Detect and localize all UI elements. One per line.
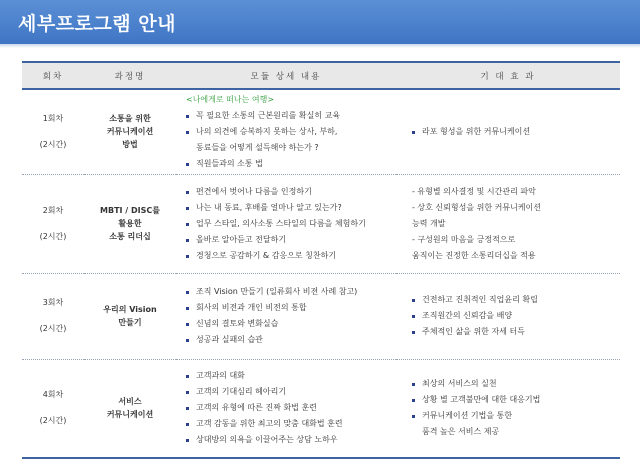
course-name-cell <box>84 89 176 174</box>
course-name-cell <box>84 273 176 359</box>
expected-effect-item: - 유형별 의사결정 및 시간관리 파악 <box>412 186 536 196</box>
module-detail-item: 올바로 알아듣고 전달하기 <box>186 232 396 248</box>
session-cell <box>22 359 84 458</box>
expected-effect-item: 상황 별 고객불만에 대한 대응기법 <box>412 392 620 408</box>
session-duration: (2시간) <box>39 231 67 241</box>
course-name-line: 방법 <box>122 140 138 150</box>
expected-effect-cell <box>396 89 620 174</box>
expected-effect-item: 건전하고 진취적인 직업윤리 확립 <box>412 292 620 308</box>
module-details-cell <box>176 89 396 174</box>
module-detail-item: 회사의 비전과 개인 비전의 통합 <box>186 300 396 316</box>
expected-effect-item: - 상호 신뢰형성을 위한 커뮤니케이션 <box>412 202 541 212</box>
table-row <box>22 174 620 273</box>
session-duration: (2시간) <box>39 324 67 333</box>
expected-effect-item: 주체적인 삶을 위한 자세 터득 <box>412 324 620 340</box>
expected-effect-cell <box>396 359 620 458</box>
module-detail-item: 신념의 결토와 변화실습 <box>186 316 396 332</box>
course-name-line: MBTI / DISC를 <box>100 206 160 215</box>
expected-effect-cell <box>396 273 620 359</box>
module-detail-item: 편견에서 벗어나 다름을 인정하기 <box>186 184 396 200</box>
module-detail-item: 직원들과의 소통 법 <box>186 156 396 172</box>
module-detail-item: 꼭 필요한 소통의 근본원리를 확실히 교육 <box>186 108 396 124</box>
module-detail-item: 고객의 유형에 따른 진짜 화법 훈련 <box>186 400 396 416</box>
session-number: 4회차 <box>42 390 64 400</box>
table-row <box>22 273 620 359</box>
module-detail-item: 나는 내 동료, 후배를 얼마나 알고 있는가? <box>186 200 396 216</box>
expected-effect-cell <box>396 174 620 273</box>
module-detail-item: 동료들을 어떻게 설득해야 하는가 ? <box>196 142 319 152</box>
module-detail-item: 업무 스타일, 의사소통 스타일의 다름을 체험하기 <box>186 216 396 232</box>
course-name-cell <box>84 174 176 273</box>
expected-effect-item: 품격 높은 서비스 제공 <box>422 427 500 437</box>
course-name-line: 커뮤니케이션 <box>106 127 154 137</box>
module-details-cell <box>176 359 396 458</box>
module-detail-item: 상대방의 의욕을 이끌어주는 상담 노하우 <box>186 432 396 448</box>
table-header-row <box>22 62 620 89</box>
session-duration: (2시간) <box>39 139 67 149</box>
session-duration: (2시간) <box>39 416 67 426</box>
title-divider <box>0 44 640 48</box>
course-name-line: 활용한 <box>118 219 142 228</box>
course-name-line: 소통 리더십 <box>109 232 151 241</box>
expected-effect-item: 라포 형성을 위한 커뮤니케이션 <box>412 124 620 140</box>
session-cell <box>22 273 84 359</box>
expected-effect-item: 커뮤니케이션 기법을 통한 <box>412 408 620 424</box>
module-details-cell <box>176 174 396 273</box>
course-name-line: 만들기 <box>118 318 142 327</box>
module-detail-item: 고객과의 대화 <box>186 368 396 384</box>
table-row <box>22 89 620 174</box>
header-session: 회차 <box>22 62 84 89</box>
title-bar <box>0 0 640 44</box>
session-cell <box>22 89 84 174</box>
expected-effect-item: 움직이는 진정한 소통리더십을 적용 <box>412 250 536 260</box>
module-detail-item: 고객 감동을 위한 최고의 맞춤 대화법 훈련 <box>186 416 396 432</box>
course-name-cell <box>84 359 176 458</box>
expected-effect-item: 최상의 서비스의 실천 <box>412 376 620 392</box>
expected-effect-item: 조직원간의 신뢰감을 배양 <box>412 308 620 324</box>
session-number: 3회차 <box>42 298 64 307</box>
course-name-line: 소통을 위한 <box>109 114 151 124</box>
header-course-name: 과정명 <box>84 62 176 89</box>
module-detail-item: 성공과 실패의 습관 <box>186 332 396 348</box>
course-name-line: 서비스 <box>118 397 142 407</box>
session-cell <box>22 174 84 273</box>
program-schedule-table <box>22 61 620 459</box>
module-detail-item: 조직 Vision 만들기 (일류회사 비젼 사례 참고) <box>186 284 396 300</box>
header-expected-effect: 기 대 효 과 <box>396 62 620 89</box>
module-details-cell <box>176 273 396 359</box>
module-detail-item: 경청으로 공감하기 & 감응으로 칭찬하기 <box>186 248 396 264</box>
header-module-details: 모듈 상세 내용 <box>176 62 396 89</box>
expected-effect-item: 능력 개발 <box>412 218 446 228</box>
module-detail-item: 나의 의견에 승복하지 못하는 상사, 부하, <box>186 124 396 140</box>
module-detail-item: 고객의 기대심리 헤아리기 <box>186 384 396 400</box>
course-name-line: 우리의 Vision <box>103 305 157 314</box>
session-number: 2회차 <box>42 205 64 215</box>
session-number: 1회차 <box>42 113 64 123</box>
page-title: 세부프로그램 안내 <box>18 13 176 35</box>
module-subtitle: <나에게로 떠나는 여행> <box>186 94 275 104</box>
expected-effect-item: - 구성원의 마음을 긍정적으로 <box>412 234 516 244</box>
course-name-line: 커뮤니케이션 <box>106 410 154 420</box>
table-row <box>22 359 620 458</box>
